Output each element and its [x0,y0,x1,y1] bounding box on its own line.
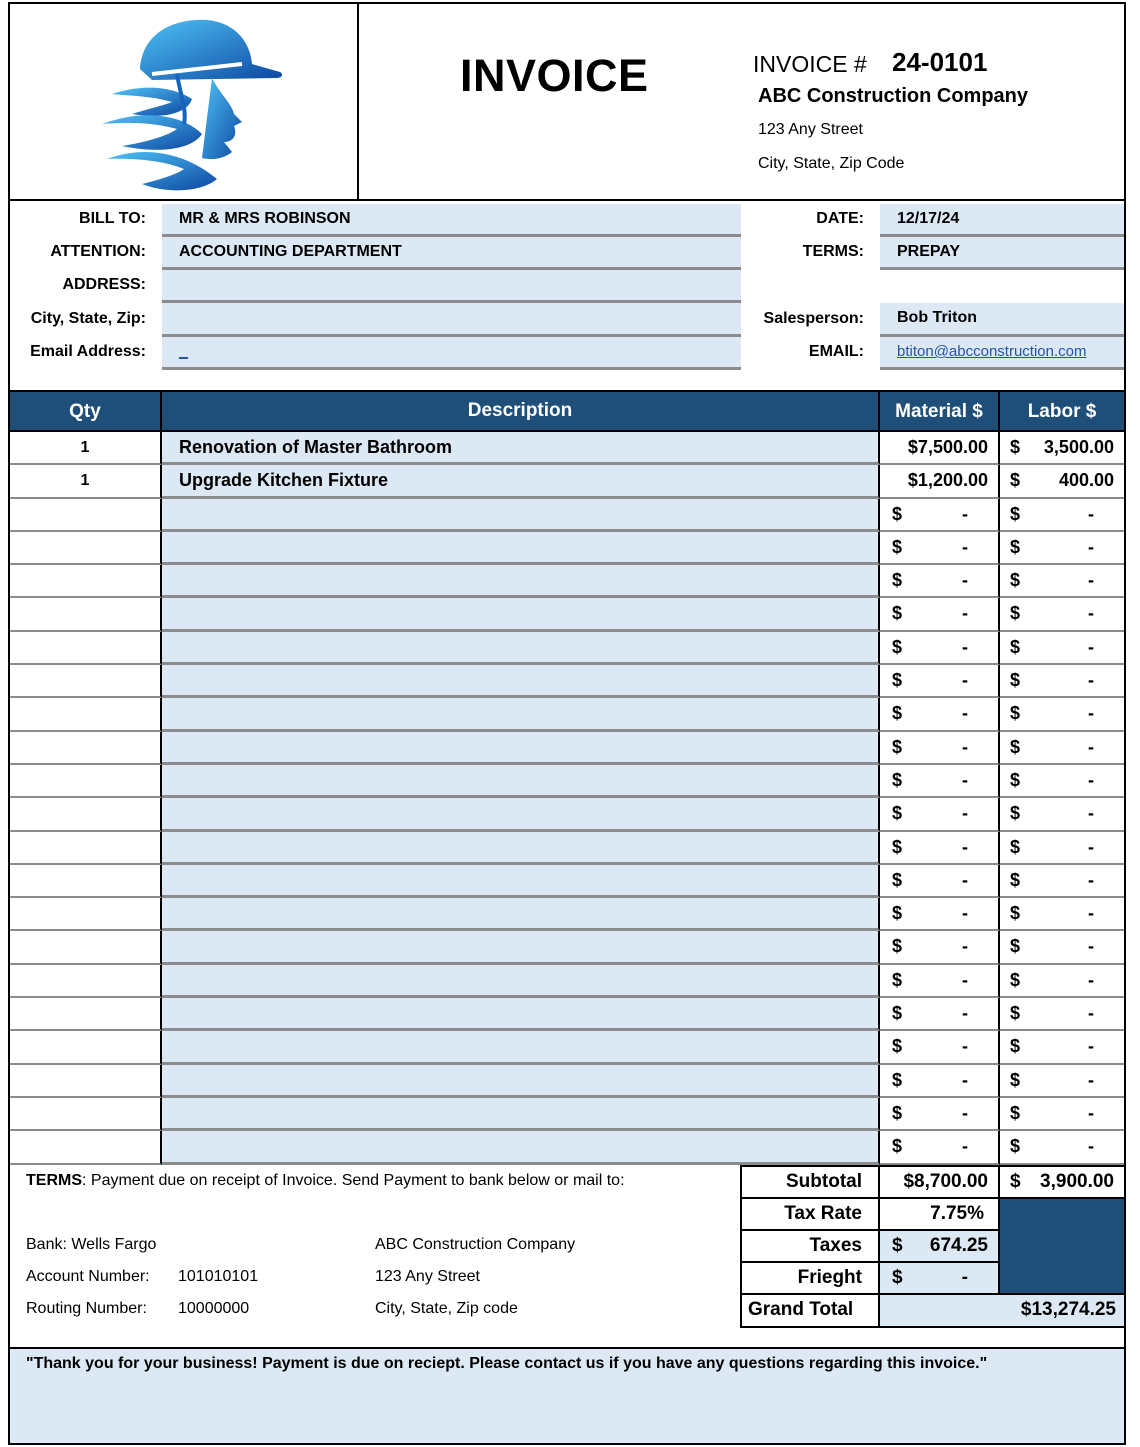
taxes-value: 674.25 [929,1235,988,1256]
material-cell[interactable] [880,532,1000,565]
material-currency: $ [892,869,903,890]
material-currency: $ [892,636,903,657]
qty-cell[interactable] [10,665,162,698]
table-row [10,432,1124,465]
logo-box [10,4,359,199]
tax-rate-value: 7.75% [880,1199,1000,1231]
description-header: Description [162,392,880,432]
labor-empty: - [1088,636,1094,657]
description-cell[interactable] [162,765,880,798]
salesperson-field[interactable]: Bob Triton [880,303,1124,337]
material-cell[interactable] [880,732,1000,765]
table-row [10,565,1124,598]
material-empty: - [962,1003,968,1024]
sales-email-field[interactable] [880,337,1124,370]
labor-empty: - [1088,936,1094,957]
labor-empty: - [1088,1036,1094,1057]
description-cell[interactable] [162,1065,880,1098]
material-currency: $ [892,503,903,524]
material-cell[interactable] [880,598,1000,631]
table-row [10,798,1124,831]
table-row [10,765,1124,798]
date-field[interactable]: 12/17/24 [880,204,1124,237]
material-cell[interactable] [880,632,1000,665]
labor-currency: $ [1010,603,1021,624]
items-table-header [10,390,1124,432]
subtotal-row [740,1167,1124,1199]
labor-currency: $ [1010,1136,1021,1157]
attention-field[interactable]: ACCOUNTING DEPARTMENT [162,237,741,270]
qty-cell[interactable] [10,565,162,598]
material-empty: - [962,1036,968,1057]
labor-cell[interactable] [1000,765,1124,798]
qty-cell[interactable] [10,598,162,631]
labor-empty: - [1088,769,1094,790]
description-cell[interactable] [162,832,880,865]
qty-cell[interactable] [10,832,162,865]
city-field[interactable] [162,303,741,337]
material-currency: $ [892,1003,903,1024]
labor-currency: $ [1010,703,1021,724]
labor-currency: $ [1010,1036,1021,1057]
labor-empty: - [1088,1003,1094,1024]
bill-to-field[interactable]: MR & MRS ROBINSON [162,204,741,237]
qty-cell[interactable] [10,1065,162,1098]
labor-currency: $ [1010,903,1021,924]
freight-label: Frieght [740,1263,880,1295]
labor-empty: - [1088,803,1094,824]
material-cell[interactable] [880,665,1000,698]
bank-name: Bank: Wells Fargo [26,1236,157,1253]
labor-currency: $ [1010,836,1021,857]
table-row [10,598,1124,631]
salesperson-label: Salesperson: [763,310,864,327]
labor-currency: $ [1010,570,1021,591]
material-cell[interactable] [880,798,1000,831]
description-cell[interactable]: Renovation of Master Bathroom [162,432,880,465]
address-field[interactable] [162,270,741,303]
labor-cell[interactable] [1000,965,1124,998]
labor-currency: $ [1010,869,1021,890]
labor-cell[interactable] [1000,532,1124,565]
labor-cell[interactable] [1000,1098,1124,1131]
description-cell[interactable] [162,931,880,964]
labor-amount: 3,500.00 [1043,437,1114,457]
material-cell[interactable] [880,832,1000,865]
material-currency: $ [892,969,903,990]
labor-cell[interactable] [1000,499,1124,532]
labor-currency: $ [1010,969,1021,990]
labor-empty: - [1088,703,1094,724]
material-cell[interactable] [880,1031,1000,1064]
material-empty: - [962,969,968,990]
sales-email-link[interactable]: btiton@abcconstruction.com [897,343,1087,360]
material-amount: $1,200.00 [907,470,988,491]
freight-row [740,1263,1124,1295]
material-cell[interactable] [880,499,1000,532]
subtotal-labor-currency: $ [1010,1171,1021,1192]
material-empty: - [962,1102,968,1123]
labor-cell[interactable] [1000,865,1124,898]
qty-cell[interactable]: 1 [10,465,162,498]
material-empty: - [962,936,968,957]
table-row [10,898,1124,931]
routing-number: 10000000 [178,1300,250,1317]
company-name: ABC Construction Company [758,85,1028,107]
subtotal-labor: 3,900.00 [1040,1171,1114,1192]
payment-terms [26,1172,625,1190]
material-cell[interactable] [880,698,1000,731]
city-label: City, State, Zip: [30,310,146,327]
tax-rate-row [740,1199,1124,1231]
invoice-header [10,4,1124,201]
labor-empty: - [1088,903,1094,924]
construction-worker-logo-icon [92,14,292,194]
sales-email-label: EMAIL: [808,343,864,360]
table-row [10,965,1124,998]
qty-cell[interactable] [10,1131,162,1164]
labor-cell[interactable] [1000,998,1124,1031]
labor-cell[interactable] [1000,665,1124,698]
material-empty: - [962,869,968,890]
table-row [10,1131,1124,1164]
material-empty: - [962,903,968,924]
labor-cell[interactable] [1000,898,1124,931]
labor-currency: $ [1010,470,1021,491]
labor-currency: $ [1010,1069,1021,1090]
material-empty: - [962,536,968,557]
qty-cell[interactable] [10,1098,162,1131]
date-label: DATE: [816,210,864,227]
labor-cell[interactable] [1000,432,1124,465]
qty-cell[interactable] [10,698,162,731]
qty-cell[interactable] [10,798,162,831]
terms-field[interactable]: PREPAY [880,237,1124,270]
taxes-row [740,1231,1124,1263]
grand-total-row [740,1295,1124,1328]
company-street: 123 Any Street [758,121,863,138]
material-cell[interactable] [880,865,1000,898]
material-cell[interactable] [880,898,1000,931]
table-row [10,1065,1124,1098]
material-cell[interactable] [880,432,1000,465]
labor-empty: - [1088,503,1094,524]
table-row [10,499,1124,532]
account-number: 101010101 [178,1268,259,1285]
description-cell[interactable] [162,632,880,665]
labor-currency: $ [1010,1003,1021,1024]
description-cell[interactable] [162,998,880,1031]
labor-empty: - [1088,670,1094,691]
labor-cell[interactable] [1000,832,1124,865]
table-row [10,998,1124,1031]
labor-empty: - [1088,536,1094,557]
table-row [10,465,1124,498]
table-row [10,732,1124,765]
labor-empty: - [1088,1069,1094,1090]
table-row [10,698,1124,731]
freight-currency: $ [892,1267,903,1288]
material-currency: $ [892,1036,903,1057]
tax-rate-navy-cell [1000,1199,1124,1231]
bill-to-label: BILL TO: [79,210,146,227]
labor-cell[interactable] [1000,698,1124,731]
subtotal-label: Subtotal [740,1167,880,1199]
material-empty: - [962,503,968,524]
freight-navy-cell [1000,1263,1124,1295]
labor-currency: $ [1010,536,1021,557]
tax-rate-label: Tax Rate [740,1199,880,1231]
email-address-field[interactable] [162,337,741,370]
qty-cell[interactable] [10,898,162,931]
labor-empty: - [1088,1136,1094,1157]
labor-cell[interactable] [1000,632,1124,665]
description-cell[interactable]: Upgrade Kitchen Fixture [162,465,880,498]
description-cell[interactable] [162,965,880,998]
email-address-label: Email Address: [30,343,146,360]
invoice-number-label: INVOICE # [753,51,867,77]
qty-cell[interactable] [10,732,162,765]
material-header: Material $ [880,392,1000,432]
description-cell[interactable] [162,532,880,565]
material-currency: $ [892,670,903,691]
email-address-link[interactable]: _ [179,343,188,360]
labor-currency: $ [1010,636,1021,657]
qty-cell[interactable] [10,1031,162,1064]
qty-cell[interactable] [10,765,162,798]
attention-label: ATTENTION: [50,243,146,260]
description-cell[interactable] [162,665,880,698]
company-city: City, State, Zip Code [758,155,905,172]
material-cell[interactable] [880,565,1000,598]
labor-currency: $ [1010,1102,1021,1123]
description-cell[interactable] [162,698,880,731]
material-empty: - [962,570,968,591]
material-currency: $ [892,1136,903,1157]
labor-cell[interactable] [1000,465,1124,498]
material-currency: $ [892,1069,903,1090]
material-cell[interactable] [880,1098,1000,1131]
material-cell[interactable] [880,965,1000,998]
routing-number-label: Routing Number: [26,1300,147,1317]
material-empty: - [962,636,968,657]
material-empty: - [962,769,968,790]
material-empty: - [962,736,968,757]
labor-header: Labor $ [1027,401,1097,422]
qty-cell[interactable] [10,865,162,898]
mail-company: ABC Construction Company [375,1236,576,1253]
labor-currency: $ [1010,670,1021,691]
material-currency: $ [892,903,903,924]
table-row [10,1098,1124,1131]
material-amount: $7,500.00 [907,437,988,457]
totals-block [740,1165,1124,1326]
labor-cell[interactable] [1000,1131,1124,1164]
payment-terms-text: : Payment due on receipt of Invoice. Send Payment to bank below or mail to: [82,1172,625,1189]
qty-header: Qty [10,392,162,432]
material-empty: - [962,803,968,824]
table-row [10,532,1124,565]
payment-terms-bold: TERMS [26,1172,82,1189]
invoice-title: INVOICE [460,50,649,101]
material-currency: $ [892,570,903,591]
material-empty: - [962,670,968,691]
description-cell[interactable] [162,798,880,831]
labor-cell[interactable] [1000,1031,1124,1064]
qty-cell[interactable] [10,965,162,998]
qty-cell[interactable]: 1 [10,432,162,465]
qty-cell[interactable] [10,499,162,532]
material-empty: - [962,703,968,724]
grand-total-label: Grand Total [740,1295,880,1328]
mail-city: City, State, Zip code [375,1300,518,1317]
mail-street: 123 Any Street [375,1268,480,1285]
labor-currency: $ [1010,503,1021,524]
invoice-sheet [8,2,1126,1445]
freight-cell [880,1263,1000,1295]
material-empty: - [962,1069,968,1090]
labor-cell[interactable] [1000,1065,1124,1098]
table-row [10,931,1124,964]
material-cell[interactable] [880,1131,1000,1164]
qty-cell[interactable] [10,931,162,964]
labor-currency: $ [1010,736,1021,757]
labor-empty: - [1088,736,1094,757]
material-cell[interactable] [880,998,1000,1031]
description-cell[interactable] [162,1031,880,1064]
items-table-body [10,432,1124,1165]
labor-cell[interactable] [1000,565,1124,598]
description-cell[interactable] [162,499,880,532]
description-cell[interactable] [162,565,880,598]
labor-currency: $ [1010,936,1021,957]
table-row [10,632,1124,665]
labor-cell[interactable] [1000,732,1124,765]
material-cell[interactable] [880,1065,1000,1098]
invoice-number: 24-0101 [892,47,988,77]
taxes-label: Taxes [740,1231,880,1263]
material-currency: $ [892,536,903,557]
material-currency: $ [892,803,903,824]
account-number-label: Account Number: [26,1268,150,1285]
material-empty: - [962,1136,968,1157]
material-currency: $ [892,769,903,790]
labor-currency: $ [1010,803,1021,824]
description-cell[interactable] [162,1131,880,1164]
labor-cell[interactable] [1000,598,1124,631]
material-currency: $ [892,1102,903,1123]
material-cell[interactable] [880,765,1000,798]
material-currency: $ [892,936,903,957]
material-cell[interactable] [880,931,1000,964]
material-currency: $ [892,703,903,724]
qty-cell[interactable] [10,998,162,1031]
table-row [10,1031,1124,1064]
address-label: ADDRESS: [62,276,146,293]
terms-label: TERMS: [802,243,864,260]
labor-empty: - [1088,969,1094,990]
labor-empty: - [1088,836,1094,857]
description-cell[interactable] [162,1098,880,1131]
labor-currency: $ [1010,437,1021,457]
description-cell[interactable] [162,865,880,898]
table-row [10,865,1124,898]
thank-you-note: "Thank you for your business! Payment is due on reciept. Please contact us if you have any questions regarding this invoice." [10,1347,1124,1443]
taxes-navy-cell [1000,1231,1124,1263]
grand-total-value: $13,274.25 [880,1295,1124,1328]
qty-cell[interactable] [10,632,162,665]
taxes-cell [880,1231,1000,1263]
material-currency: $ [892,736,903,757]
qty-cell[interactable] [10,532,162,565]
freight-value: - [961,1267,968,1288]
table-row [10,832,1124,865]
table-row [10,665,1124,698]
subtotal-labor-cell [1000,1167,1124,1199]
labor-empty: - [1088,1102,1094,1123]
labor-cell[interactable] [1000,931,1124,964]
labor-amount: 400.00 [1058,470,1114,491]
subtotal-material: $8,700.00 [880,1167,1000,1199]
labor-currency: $ [1010,769,1021,790]
labor-empty: - [1088,869,1094,890]
labor-empty: - [1088,603,1094,624]
labor-cell[interactable] [1000,798,1124,831]
description-cell[interactable] [162,732,880,765]
description-cell[interactable] [162,898,880,931]
material-empty: - [962,603,968,624]
material-empty: - [962,836,968,857]
material-currency: $ [892,603,903,624]
taxes-currency: $ [892,1235,903,1256]
material-currency: $ [892,836,903,857]
description-cell[interactable] [162,598,880,631]
labor-empty: - [1088,570,1094,591]
material-cell[interactable] [880,465,1000,498]
